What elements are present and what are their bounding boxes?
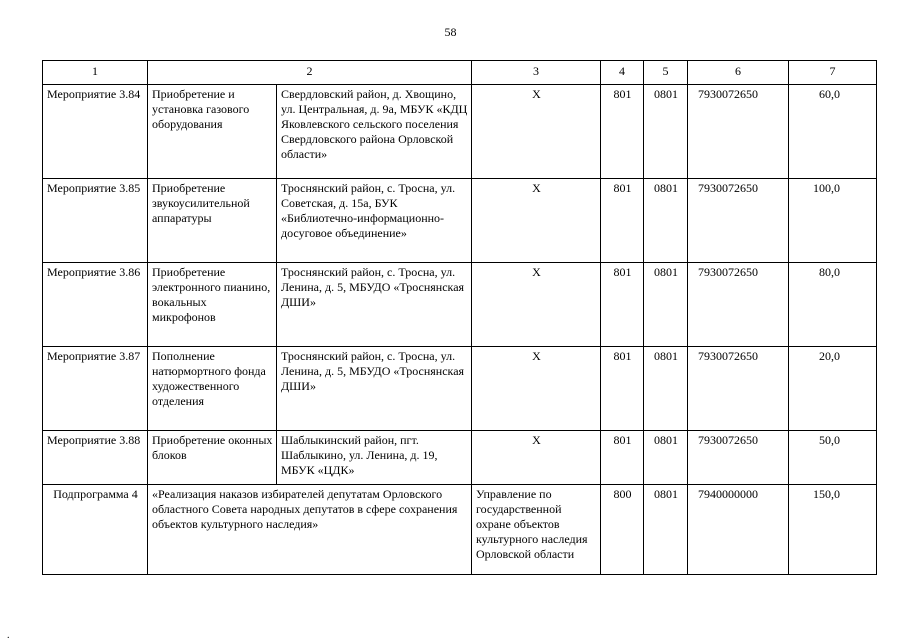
grbs-cell: 801 [601, 179, 644, 263]
event-name-cell: Приобретение и установка газового оборудования [148, 85, 277, 179]
event-location-cell: Троснянский район, с. Тросна, ул. Ленина, д. 5, МБУДО «Троснянская ДШИ» [277, 263, 472, 347]
table-row [43, 263, 877, 347]
header-cell: 5 [644, 61, 688, 85]
page-number: 58 [444, 25, 457, 39]
subprogram-id-cell: Подпрограмма 4 [43, 485, 148, 575]
amount-cell: 20,0 [789, 347, 877, 431]
table-row [43, 85, 877, 179]
csr-cell: 7930072650 [688, 347, 789, 431]
rzpr-cell: 0801 [644, 179, 688, 263]
grbs-cell: 801 [601, 85, 644, 179]
event-location-cell: Свердловский район, д. Хвощино, ул. Центральная, д. 9а, МБУК «КДЦ Яковлевского сельского поселения Свердловского района Орловской области» [277, 85, 472, 179]
event-location-cell: Шаблыкинский район, пгт. Шаблыкино, ул. Ленина, д. 19, МБУК «ЦДК» [277, 431, 472, 485]
amount-cell: 50,0 [789, 431, 877, 485]
amount-cell: 80,0 [789, 263, 877, 347]
header-cell: 7 [789, 61, 877, 85]
csr-cell: 7930072650 [688, 85, 789, 179]
executor-cell: Х [472, 431, 601, 485]
executor-cell: Х [472, 263, 601, 347]
event-id-cell: Мероприятие 3.87 [43, 347, 148, 431]
event-name-cell: Приобретение оконных блоков [148, 431, 277, 485]
header-cell: 1 [43, 61, 148, 85]
executor-cell: Х [472, 347, 601, 431]
table-header-row [43, 61, 877, 85]
amount-cell: 60,0 [789, 85, 877, 179]
event-name-cell: Приобретение звукоусилительной аппаратуры [148, 179, 277, 263]
event-name-cell: Пополнение натюрмортного фонда художественного отделения [148, 347, 277, 431]
event-location-cell: Троснянский район, с. Тросна, ул. Ленина, д. 5, МБУДО «Троснянская ДШИ» [277, 347, 472, 431]
csr-cell: 7940000000 [688, 485, 789, 575]
event-id-cell: Мероприятие 3.86 [43, 263, 148, 347]
rzpr-cell: 0801 [644, 347, 688, 431]
grbs-cell: 801 [601, 347, 644, 431]
subprogram-name-cell: «Реализация наказов избирателей депутатам Орловского областного Совета народных депутатов в сфере сохранения объектов культурного наследия» [148, 485, 472, 575]
rzpr-cell: 0801 [644, 85, 688, 179]
executor-cell: Х [472, 179, 601, 263]
table-row [43, 179, 877, 263]
scan-speck: . [7, 630, 10, 641]
budget-table [42, 60, 877, 575]
table-row [43, 347, 877, 431]
rzpr-cell: 0801 [644, 485, 688, 575]
rzpr-cell: 0801 [644, 263, 688, 347]
event-id-cell: Мероприятие 3.85 [43, 179, 148, 263]
csr-cell: 7930072650 [688, 179, 789, 263]
rzpr-cell: 0801 [644, 431, 688, 485]
amount-cell: 150,0 [789, 485, 877, 575]
subprogram-executor-cell: Управление по государственной охране объектов культурного наследия Орловской области [472, 485, 601, 575]
grbs-cell: 801 [601, 263, 644, 347]
header-cell: 3 [472, 61, 601, 85]
event-location-cell: Троснянский район, с. Тросна, ул. Советская, д. 15а, БУК «Библиотечно-информационно-досуговое объединение» [277, 179, 472, 263]
event-id-cell: Мероприятие 3.88 [43, 431, 148, 485]
grbs-cell: 800 [601, 485, 644, 575]
csr-cell: 7930072650 [688, 431, 789, 485]
header-cell: 2 [148, 61, 472, 85]
csr-cell: 7930072650 [688, 263, 789, 347]
event-id-cell: Мероприятие 3.84 [43, 85, 148, 179]
executor-cell: Х [472, 85, 601, 179]
subprogram-row [43, 485, 877, 575]
grbs-cell: 801 [601, 431, 644, 485]
event-name-cell: Приобретение электронного пианино, вокальных микрофонов [148, 263, 277, 347]
header-cell: 4 [601, 61, 644, 85]
amount-cell: 100,0 [789, 179, 877, 263]
table-row [43, 431, 877, 485]
header-cell: 6 [688, 61, 789, 85]
